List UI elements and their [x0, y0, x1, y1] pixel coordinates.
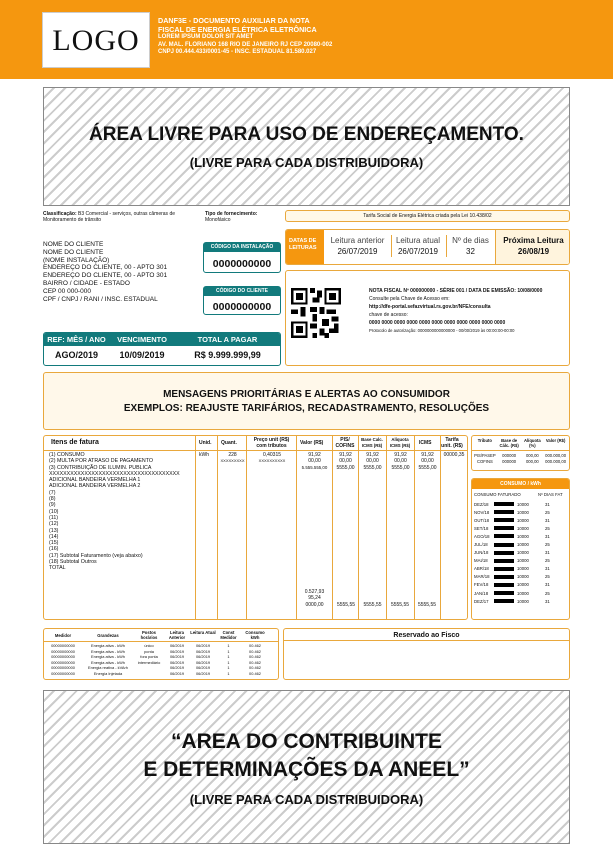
consumption-month: OUT/18 [474, 517, 490, 523]
consumption-bar [494, 591, 514, 595]
divider [246, 436, 247, 619]
consumption-col-days: Nº DIAS FAT [538, 492, 563, 497]
consumption-days: 31 [545, 517, 550, 523]
installation-code-label: CÓDIGO DA INSTALAÇÃO [204, 243, 280, 252]
consumption-days: 25 [545, 590, 550, 596]
qr-code-icon [291, 288, 341, 338]
tributo-row [472, 458, 569, 464]
meter-cell: 1 [227, 654, 230, 660]
consumption-row [472, 500, 569, 508]
meter-cell [134, 671, 164, 677]
item-row: (3) CONTRIBUIÇÃO DE ILUMIN. PUBLICA [49, 464, 152, 471]
header-text [158, 17, 448, 57]
meter-cell: 1 [227, 648, 230, 654]
col-pis: PIS/ COFINS [335, 437, 355, 449]
item-row: (18) Subtotal Outros [49, 559, 97, 566]
meter-cell: 06/2019 [169, 665, 185, 671]
consumption-history [471, 478, 570, 620]
valor-totals [297, 589, 332, 608]
client-code-box [203, 286, 281, 315]
tributo-row [472, 451, 569, 458]
meter-col: Grandezas [97, 633, 119, 638]
item-row: (12) [49, 521, 59, 528]
client-line: ENDEREÇO DO CLIENTE, 00 - APTO 301 [43, 264, 168, 272]
item-row: (9) [49, 502, 56, 509]
meter-cell: 06/2019 [195, 648, 211, 654]
curr-reading-label: Leitura atual [395, 236, 441, 245]
tributo-col: Alíquota (%) [523, 438, 541, 448]
consumption-row [472, 597, 569, 605]
item-row: (17) Subtotal Faturamento (veja abaixo) [49, 552, 143, 559]
consumption-value: 10000 [517, 550, 529, 556]
consumption-month: ABR/18 [474, 566, 489, 572]
icms-value: 00,00 [421, 458, 434, 465]
icms-value: 5555,00 [418, 464, 437, 471]
meter-col: Const Medidor [220, 630, 237, 640]
consumption-col-label: CONSUMO FATURADO [474, 492, 521, 497]
messages-line-1: MENSAGENS PRIORITÁRIAS E ALERTAS AO CONSUMIDOR [163, 388, 450, 400]
meter-cell: 06/2019 [169, 654, 185, 660]
icms-values [415, 452, 440, 471]
tributo-valor: 000.000,00 [545, 453, 567, 458]
meter-cell: 00000000000 [51, 643, 75, 648]
invoice-details [369, 287, 565, 335]
meter-cell: 00.462 [249, 665, 261, 671]
days-label: Nº de dias [452, 236, 489, 245]
consumption-row [472, 557, 569, 565]
consumption-bar [494, 559, 514, 563]
meter-cell: 1 [227, 643, 230, 648]
meters-header [44, 629, 278, 642]
consumption-month: SET/18 [474, 525, 489, 531]
total-aliq: 5555,55 [390, 602, 410, 608]
item-row: (2) MULTA POR ATRASO DE PAGAMENTO [49, 458, 153, 465]
auth-protocol: Protocolo de autorização: 0000000000000000 - 00/00/2019 às 00:00:00-00:00 [369, 328, 515, 333]
pis-value: 00,00 [339, 458, 352, 465]
item-row: ADICIONAL BANDEIRA VERMELHA 2 [49, 483, 141, 490]
meter-cell: 00.462 [249, 670, 261, 676]
consumption-value: 10000 [517, 517, 529, 523]
aliq-values [387, 452, 414, 471]
tributos-box [471, 435, 570, 471]
installation-code-box [203, 242, 281, 273]
next-reading [495, 230, 570, 265]
consumption-month: MAI/18 [474, 558, 488, 564]
meter-rows [44, 642, 278, 677]
consumption-row [472, 581, 569, 589]
tarifa-value: 00000,35 [443, 452, 465, 458]
meter-cell: 06/2019 [169, 659, 185, 665]
tributo-valor: 000.000,00 [545, 459, 567, 464]
consumption-days: 31 [545, 598, 550, 604]
consumption-month: FEV/18 [474, 582, 489, 588]
total-pis: 5555,55 [336, 602, 356, 608]
meter-cell: 00.462 [249, 643, 261, 648]
item-row: (15) [49, 540, 59, 547]
meter-cell: 00.462 [249, 659, 261, 665]
consumption-month: DEZ/18 [474, 501, 489, 507]
meter-cell: 1 [227, 659, 230, 665]
total-icms: 5555,55 [417, 602, 437, 608]
header-line-3: LOREM IPSUM DOLOR SIT AMET [158, 34, 254, 40]
meter-cell: 06/2019 [195, 643, 211, 648]
item-row: TOTAL [49, 565, 66, 572]
meter-cell: 00.462 [249, 654, 261, 660]
supply-type-label: Tipo de fornecimento: [205, 211, 258, 217]
column-totals [333, 602, 440, 608]
readings-dates-label: DATAS DE LEITURAS [286, 230, 324, 265]
base-value: 91,92 [366, 452, 379, 458]
header-line-4: AV. MAL. FLORIANO 168 RIO DE JANEIRO RJ CEP 20080-002 [158, 41, 333, 48]
consumption-value: 10000 [517, 542, 529, 548]
consumption-row [472, 565, 569, 573]
address-area-title: ÁREA LIVRE PARA USO DE ENDEREÇAMENTO. [89, 123, 524, 145]
consumption-month: JUL/18 [474, 542, 488, 548]
curr-reading [391, 235, 444, 257]
consumption-days: 31 [545, 501, 550, 507]
consumption-row [472, 540, 569, 548]
consumption-value: 10000 [517, 598, 529, 604]
meter-cell: 1 [227, 670, 230, 676]
tributo-base: 000000 [502, 459, 517, 464]
tributo-col: Tributo [477, 438, 492, 443]
consumption-month: MAR/18 [474, 574, 490, 580]
address-area [43, 87, 570, 206]
consumption-month: DEZ/17 [474, 598, 489, 604]
meter-cell: 06/2019 [195, 670, 211, 676]
meter-cell: 06/2019 [195, 659, 211, 665]
meter-cell: fora ponta [140, 654, 158, 660]
consumption-bar [494, 510, 514, 514]
tributo-aliq: 000,00 [525, 459, 539, 464]
unid-values [199, 452, 209, 458]
ref-label: REF: MÊS / ANO [47, 335, 106, 344]
consumption-bar [494, 526, 514, 530]
tributo-name: PIS/PASEP [474, 453, 496, 458]
aliq-value: 5555,00 [391, 464, 410, 471]
payment-summary [43, 332, 281, 366]
col-tarifa: Tarifa unit. (R$) [441, 437, 463, 449]
consumption-bar [494, 583, 514, 587]
access-key-label: chave de acesso: [369, 312, 408, 318]
item-row: (1) CONSUMO [49, 452, 85, 458]
valor-values [297, 452, 332, 471]
base-values [359, 452, 386, 471]
aliq-value: 91,92 [394, 452, 407, 458]
contributor-line-3: (LIVRE PARA CADA DISTRIBUIDORA) [189, 791, 424, 807]
col-items: Itens de fatura [51, 439, 99, 446]
consumption-value: 10000 [517, 533, 529, 539]
meter-cell: ponta [144, 648, 154, 654]
icms-value: 91,92 [421, 452, 434, 458]
meter-cell: Energia Injetada [93, 670, 123, 676]
consumption-month: NOV/18 [474, 509, 490, 515]
consumption-header [472, 489, 569, 500]
valor-value: 91,92 [308, 452, 321, 458]
items-header [43, 436, 468, 450]
consumption-month: JUN/18 [474, 550, 489, 556]
col-quant: Quant. [221, 440, 237, 446]
pis-values [333, 452, 358, 471]
quant-value: 228 [228, 452, 237, 458]
meter-cell: 06/2019 [195, 654, 211, 660]
tributos-header [472, 436, 569, 451]
consumption-value: 10000 [517, 501, 529, 507]
meter-col: Postos horários [140, 630, 158, 640]
meter-cell: 00000000000 [51, 670, 75, 676]
meter-col: Leitura Atual [190, 630, 216, 635]
consumption-value: 10000 [517, 509, 529, 515]
client-line: ENDEREÇO DO CLIENTE, 00 - APTO 301 [43, 272, 168, 280]
tariff-social-text: Tarifa Social de Energia Elétrica criada pela Lei 10.438/02 [363, 213, 492, 219]
total-amount: R$ 9.999.999,99 [194, 350, 261, 360]
ref-value: AGO/2019 [54, 350, 99, 360]
meter-cell: 00000000000 [51, 654, 75, 660]
tributo-aliq: 000,00 [525, 453, 539, 458]
client-line: NOME DO CLIENTE [43, 248, 104, 256]
payment-labels [44, 333, 280, 346]
meter-col: Consumo kWh [245, 630, 265, 640]
access-key: 0000 0000 0000 0000 0000 0000 0000 0000 0000 0000 0000 [369, 320, 506, 326]
meter-cell: 00.462 [249, 648, 261, 654]
consumption-bar [494, 575, 514, 579]
meter-cell: Energia reativa - kVArh [88, 665, 128, 671]
consumption-bar [494, 567, 514, 571]
quant-values [219, 452, 246, 465]
curr-reading-date: 26/07/2019 [397, 247, 439, 256]
meter-cell: Energia ativa - kWh [91, 643, 125, 648]
meter-cell: 00000000000 [51, 659, 75, 665]
days-value: 32 [466, 247, 475, 256]
tributo-name: COFINS [476, 459, 493, 464]
client-info [43, 241, 203, 303]
item-row: (14) [49, 533, 59, 540]
invoice-box [285, 270, 570, 366]
pis-value: 91,92 [339, 452, 352, 458]
consumption-rows [472, 500, 569, 605]
consumption-row [472, 573, 569, 581]
company-logo: LOGO [42, 12, 150, 68]
meters-box [43, 628, 279, 680]
meter-cell: Energia ativa - kWh [91, 654, 125, 660]
divider [217, 436, 218, 619]
prev-reading [326, 235, 389, 257]
total-label: TOTAL A PAGAR [197, 335, 258, 344]
due-date: 10/09/2019 [119, 350, 165, 360]
tributo-col: Base de Cálc. (R$) [499, 438, 519, 448]
consumption-month: JAN/18 [474, 590, 489, 596]
base-value: 00,00 [366, 458, 379, 465]
pis-value: 5555,00 [336, 464, 355, 471]
preco-values [248, 452, 296, 465]
item-row: XXXXXXXXXXXXXXXXXXXXXXXXXXXXXXXXXXXXX [49, 470, 180, 477]
divider [440, 436, 441, 619]
consumption-days: 25 [545, 509, 550, 515]
col-base: Base Calc. ICMS (R$) [361, 437, 383, 448]
item-row: (7) [49, 489, 56, 496]
invoice-url[interactable]: http://dfe-portal.sefazvirtual.rs.gov.br/NFE/consulta [369, 304, 491, 310]
header-line-2: FISCAL DE ENERGIA ELÉTRICA ELETRÔNICA [158, 24, 317, 34]
meter-cell: 00000000000 [51, 648, 75, 654]
payment-values [44, 346, 280, 365]
due-label: VENCIMENTO [117, 335, 167, 344]
fisco-box [283, 628, 570, 680]
contributor-line-1: “AREA DO CONTRIBUINTE [170, 729, 443, 753]
consumption-bar [494, 551, 514, 555]
consumption-bar [494, 534, 514, 538]
item-row: (10) [49, 508, 59, 515]
client-line: CPF / CNPJ / RANI / INSC. ESTADUAL [43, 295, 158, 303]
prev-reading-date: 26/07/2019 [337, 247, 378, 256]
client-line: BAIRRO / CIDADE - ESTADO [43, 279, 130, 287]
meter-cell: 00000000000 [51, 665, 75, 671]
meter-cell: 06/2019 [169, 670, 185, 676]
consumption-value: 10000 [517, 574, 529, 580]
client-line: NOME DO CLIENTE [43, 241, 104, 248]
consumption-month: AGO/18 [474, 533, 490, 539]
consumption-bar [494, 502, 514, 506]
col-aliq: Alíquota ICMS (R$) [389, 437, 411, 448]
total-base: 5555,55 [363, 602, 382, 608]
consumption-days: 31 [545, 550, 550, 556]
consumption-value: 10000 [517, 590, 529, 596]
priority-messages [43, 372, 570, 430]
contributor-line-2: E DETERMINAÇÕES DA ANEEL” [143, 757, 470, 781]
quant-value: XXXXXXXXX [220, 458, 245, 464]
installation-code: 0000000000 [212, 258, 272, 270]
consumption-row [472, 589, 569, 597]
valor-subtotal: 0.527,93 [304, 589, 325, 595]
supply-type-value: Monofásico [205, 217, 231, 223]
meter-cell: 06/2019 [169, 643, 185, 648]
consumption-days: 25 [545, 542, 550, 548]
tributo-col: Valor (R$) [545, 438, 566, 443]
client-line: CEP 00 000-000 [43, 287, 91, 295]
consumption-days: 31 [545, 566, 550, 572]
col-preco: Preço unit (R$) com tributos [253, 437, 290, 449]
tariff-social-box [285, 210, 570, 222]
messages-line-2: EXEMPLOS: REAJUSTE TARIFÁRIOS, RECADASTRAMENTO, RESOLUÇÕES [123, 402, 490, 414]
client-line: (NOME INSTALAÇÃO) [43, 256, 110, 264]
item-row: (16) [49, 546, 59, 553]
aliq-value: 00,00 [394, 458, 407, 465]
meter-cell: Energia ativa - kWh [91, 648, 125, 654]
consumption-days: 31 [545, 533, 550, 539]
valor-total: 0000,00 [305, 601, 324, 608]
consumption-bar [494, 543, 514, 547]
consumption-row [472, 508, 569, 516]
invoice-consult: Consulte pela Chave de Acesso em: [369, 296, 450, 302]
tributo-base: 000000 [502, 453, 517, 458]
consumption-days: 31 [545, 582, 550, 588]
header-line-5: CNPJ 00.444.433/0001-45 - INSC. ESTADUAL 81.580.027 [158, 49, 317, 55]
meter-cell: Energia ativa - kWh [91, 659, 125, 665]
days-count [446, 235, 494, 257]
consumption-row [472, 516, 569, 524]
valor-value: 00,00 [308, 458, 321, 465]
next-reading-label: Próxima Leitura [503, 236, 564, 245]
item-row: (8) [49, 496, 56, 503]
consumption-value: 10000 [517, 525, 529, 531]
client-code-label: CÓDIGO DO CLIENTE [204, 287, 280, 296]
item-row: (13) [49, 527, 59, 534]
valor-value: 5.555.555,00 [301, 464, 328, 470]
consumption-bar [494, 599, 514, 603]
readings-box [285, 229, 570, 265]
meter-col: Medidor [54, 633, 72, 638]
next-reading-date: 26/08/19 [517, 247, 550, 256]
meter-cell: 06/2019 [169, 648, 185, 654]
supply-type [205, 211, 280, 223]
meter-row [44, 671, 278, 677]
consumption-row [472, 532, 569, 540]
classification-label: Classificação: [43, 211, 77, 217]
contributor-area [43, 690, 570, 844]
consumption-value: 10000 [517, 558, 529, 564]
item-row: ADICIONAL BANDEIRA VERMELHA 1 [49, 477, 141, 484]
consumption-value: 10000 [517, 566, 529, 572]
classification-value: B3 Comercial - serviços, outras câmeras de Monitoramento de trânsito [43, 211, 176, 223]
fisco-label: Reservado ao Fisco [284, 629, 569, 641]
consumption-days: 25 [545, 574, 550, 580]
meter-cell: 1 [227, 665, 230, 671]
header-line-1: DANF3E - DOCUMENTO AUXILIAR DA NOTA [158, 16, 310, 25]
col-valor: Valor (R$) [300, 440, 324, 446]
address-area-subtitle: (LIVRE PARA CADA DISTRIBUIDORA) [189, 154, 424, 170]
invoice-title: NOTA FISCAL Nº 000000000 - SÉRIE 001 / DATA DE EMISSÃO: 10/08/0000 [369, 288, 543, 294]
prev-reading-label: Leitura anterior [330, 236, 385, 245]
consumption-days: 25 [545, 525, 550, 531]
base-value: 5555,00 [363, 464, 382, 471]
preco-value: 0,40315 [262, 452, 282, 458]
item-row: (11) [49, 514, 59, 521]
consumption-bar [494, 518, 514, 522]
classification [43, 211, 203, 223]
client-code: 0000000000 [212, 301, 272, 313]
consumption-days: 25 [545, 558, 550, 564]
valor-subtotal: 95,24 [308, 595, 321, 602]
meter-cell: 06/2019 [195, 665, 211, 671]
items-list [49, 452, 197, 572]
meter-col: Leitura Anterior [168, 630, 186, 640]
consumption-row [472, 524, 569, 532]
items-header-line [43, 450, 468, 451]
col-unid: Unid. [199, 440, 212, 446]
col-icms: ICMS [419, 440, 432, 446]
tarifa-values [441, 452, 467, 458]
preco-value: XXXXXXXXXX [258, 458, 286, 464]
unid-value: kWh [199, 452, 209, 458]
meter-cell: único [144, 643, 154, 648]
consumption-title: CONSUMO / kWh [472, 479, 569, 489]
consumption-value: 10000 [517, 582, 529, 588]
consumption-row [472, 549, 569, 557]
meter-cell: intermediário [137, 659, 161, 665]
